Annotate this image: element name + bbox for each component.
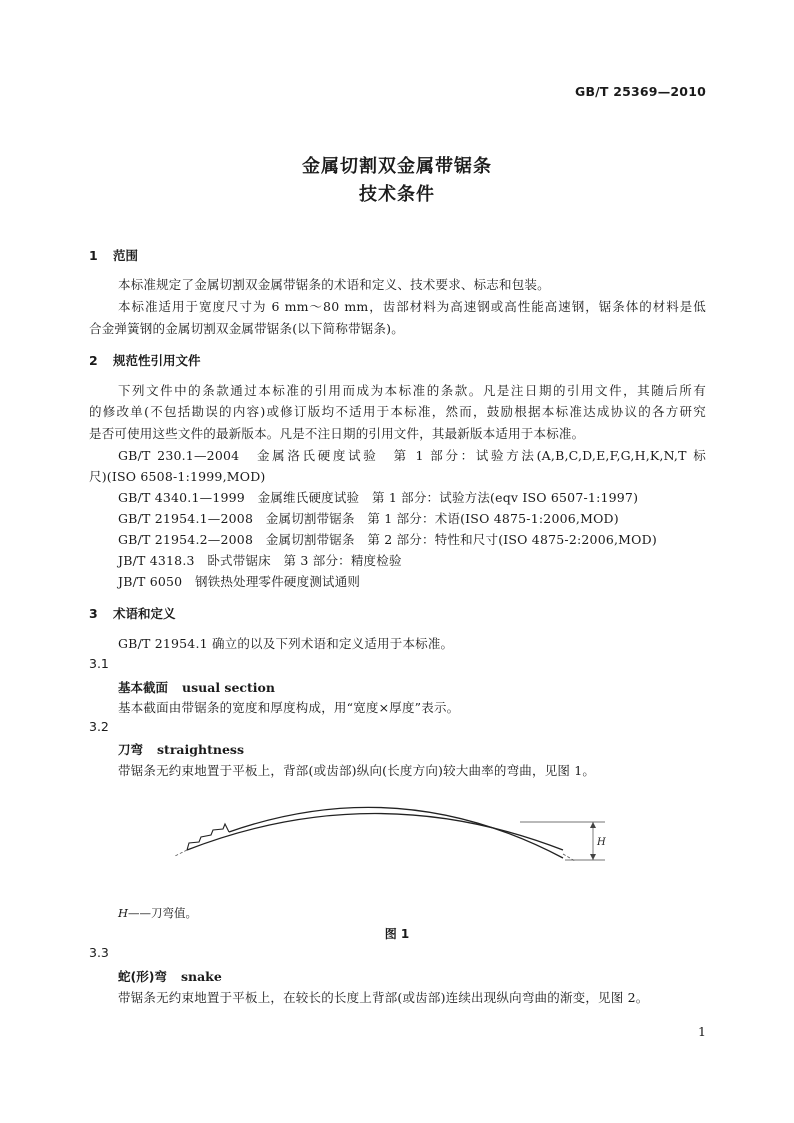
section-number: 1 <box>89 248 98 263</box>
document-subtitle: 技术条件 <box>359 184 435 205</box>
paragraph: 的修改单(不包括勘误的内容)或修订版均不适用于本标准，然而，鼓励根据本标准达成协议的各方研究 <box>89 404 706 419</box>
term-entry <box>118 967 222 985</box>
paragraph: 是否可使用这些文件的最新版本。凡是不注日期的引用文件，其最新版本适用于本标准。 <box>89 426 585 441</box>
term-zh: 蛇(形)弯 <box>118 969 167 984</box>
document-title: 金属切割双金属带锯条 <box>302 156 492 177</box>
section-number: 2 <box>89 353 98 368</box>
legend-symbol: H <box>118 906 129 920</box>
term-entry <box>118 740 244 758</box>
subsection-number: 3.1 <box>89 656 109 671</box>
subsection-number: 3.3 <box>89 945 109 960</box>
reference-item: GB/T 21954.1—2008 金属切割带锯条 第 1 部分：术语(ISO 4875-1:2006,MOD) <box>118 511 619 526</box>
paragraph: 下列文件中的条款通过本标准的引用而成为本标准的条款。凡是注日期的引用文件，其随后所有 <box>118 383 706 398</box>
term-en: usual section <box>182 680 275 695</box>
figure-1-straightness-diagram <box>175 782 615 902</box>
reference-item: JB/T 6050 钢铁热处理零件硬度测试通则 <box>118 574 361 589</box>
reference-item: GB/T 21954.2—2008 金属切割带锯条 第 2 部分：特性和尺寸(ISO 4875-2:2006,MOD) <box>118 532 657 547</box>
paragraph: GB/T 21954.1 确立的以及下列术语和定义适用于本标准。 <box>118 636 454 651</box>
page-number: 1 <box>698 1024 706 1039</box>
section-heading-2 <box>89 351 201 369</box>
term-definition: 带锯条无约束地置于平板上，在较长的长度上背部(或齿部)连续出现纵向弯曲的渐变，见图 2。 <box>118 990 649 1005</box>
reference-item: GB/T 4340.1—1999 金属维氏硬度试验 第 1 部分：试验方法(eqv ISO 6507-1:1997) <box>118 490 639 505</box>
section-title: 术语和定义 <box>113 606 176 621</box>
paragraph: 本标准规定了金属切割双金属带锯条的术语和定义、技术要求、标志和包装。 <box>118 277 550 292</box>
standard-number: GB/T 25369—2010 <box>574 84 706 99</box>
term-definition: 基本截面由带锯条的宽度和厚度构成，用“宽度×厚度”表示。 <box>118 700 460 715</box>
section-title: 规范性引用文件 <box>113 353 201 368</box>
term-entry <box>118 678 275 696</box>
subsection-number: 3.2 <box>89 719 109 734</box>
term-zh: 基本截面 <box>118 680 169 695</box>
term-en: straightness <box>157 742 244 757</box>
figure-legend <box>118 905 197 921</box>
band-saw-blade <box>175 807 575 861</box>
reference-item: 尺)(ISO 6508-1:1999,MOD) <box>89 469 266 484</box>
section-number: 3 <box>89 606 98 621</box>
figure-caption: 图 1 <box>384 927 410 941</box>
term-zh: 刀弯 <box>118 742 144 757</box>
term-definition: 带锯条无约束地置于平板上，背部(或齿部)纵向(长度方向)较大曲率的弯曲，见图 1。 <box>118 763 596 778</box>
dimension-label: H <box>597 837 606 848</box>
reference-item: JB/T 4318.3 卧式带锯床 第 3 部分：精度检验 <box>118 553 402 568</box>
paragraph: 合金弹簧钢的金属切割双金属带锯条(以下简称带锯条)。 <box>89 321 404 336</box>
paragraph: 本标准适用于宽度尺寸为 6 mm～80 mm，齿部材料为高速钢或高性能高速钢，锯条体的材料是低 <box>118 299 706 314</box>
section-heading-3 <box>89 604 176 622</box>
section-heading-1 <box>89 246 138 264</box>
legend-text: ——刀弯值。 <box>128 906 198 920</box>
section-title: 范围 <box>113 248 139 263</box>
term-en: snake <box>180 969 222 984</box>
reference-item: GB/T 230.1—2004 金属洛氏硬度试验 第 1 部分：试验方法(A,B,C,D,E,F,G,H,K,N,T 标 <box>118 448 706 463</box>
